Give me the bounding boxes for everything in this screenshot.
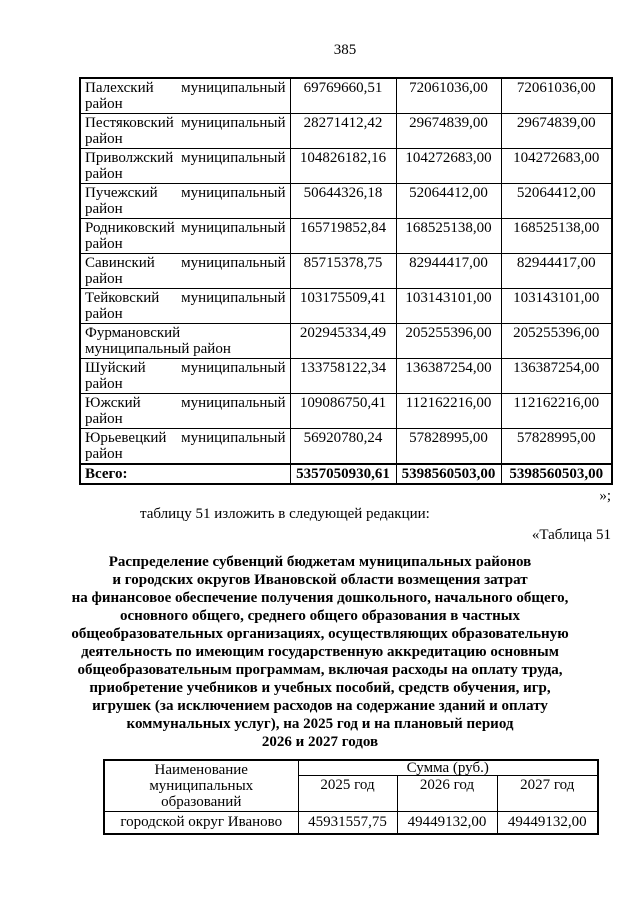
- title-line: на финансовое обеспечение получения дошкольного, начального общего,: [71, 590, 569, 606]
- table-51-label: «Таблица 51: [531, 527, 611, 543]
- amount-2027: 57828995,00: [501, 429, 612, 465]
- amendment-paragraph: таблицу 51 изложить в следующей редакции:: [140, 506, 430, 522]
- amount-2027: 82944417,00: [501, 254, 612, 289]
- amount-2026: 82944417,00: [396, 254, 501, 289]
- amount-2027: 52064412,00: [501, 184, 612, 219]
- amount-2025: 85715378,75: [290, 254, 396, 289]
- amount-2025: 56920780,24: [290, 429, 396, 465]
- amount-2026: 57828995,00: [396, 429, 501, 465]
- amount-2026: 205255396,00: [396, 324, 501, 359]
- amount-2025: 133758122,34: [290, 359, 396, 394]
- table-row: [80, 184, 612, 219]
- total-2025: 5357050930,61: [290, 464, 396, 484]
- district-name: Шуйский муниципальный район: [80, 359, 290, 394]
- table-row: [80, 324, 612, 359]
- amount-2026: 103143101,00: [396, 289, 501, 324]
- total-label: Всего:: [80, 464, 290, 484]
- amount-2027: 49449132,00: [497, 812, 598, 834]
- table-row: [80, 149, 612, 184]
- amount-2027: 168525138,00: [501, 219, 612, 254]
- table-51-title: [0, 553, 640, 751]
- district-name: Приволжский муниципальный район: [80, 149, 290, 184]
- amount-2026: 112162216,00: [396, 394, 501, 429]
- amount-2025: 50644326,18: [290, 184, 396, 219]
- table-row: [80, 394, 612, 429]
- closing-quote: »;: [599, 488, 611, 504]
- name-column-header: Наименование муниципальных образований: [104, 760, 298, 812]
- amount-2025: 28271412,42: [290, 114, 396, 149]
- district-name: Палехский муниципальный район: [80, 78, 290, 114]
- amount-2025: 109086750,41: [290, 394, 396, 429]
- title-line: игрушек (за исключением расходов на содержание зданий и оплату: [92, 698, 548, 714]
- table-row: [80, 254, 612, 289]
- amount-2026: 52064412,00: [396, 184, 501, 219]
- amount-2025: 104826182,16: [290, 149, 396, 184]
- amount-2026: 49449132,00: [397, 812, 497, 834]
- total-2027: 5398560503,00: [501, 464, 612, 484]
- amount-2026: 168525138,00: [396, 219, 501, 254]
- title-line: коммунальных услуг), на 2025 год и на плановый период: [126, 716, 514, 732]
- title-line: Распределение субвенций бюджетам муниципальных районов: [108, 554, 532, 570]
- amount-2026: 29674839,00: [396, 114, 501, 149]
- year-2025-header: 2025 год: [298, 776, 397, 812]
- header-row: [104, 760, 598, 776]
- table-row: [80, 429, 612, 465]
- title-line: общеобразовательным программам, включая расходы на оплату труда,: [77, 662, 563, 678]
- amount-2026: 104272683,00: [396, 149, 501, 184]
- total-2026: 5398560503,00: [396, 464, 501, 484]
- amount-2026: 72061036,00: [396, 78, 501, 114]
- year-2026-header: 2026 год: [397, 776, 497, 812]
- table-row: [80, 219, 612, 254]
- table-row: [80, 289, 612, 324]
- title-line: 2026 и 2027 годов: [261, 734, 379, 750]
- title-line: приобретение учебников и учебных пособий, средств обучения, игр,: [89, 680, 551, 696]
- amount-2025: 202945334,49: [290, 324, 396, 359]
- title-line: основного общего, среднего общего образования в частных: [119, 608, 520, 624]
- amount-2027: 72061036,00: [501, 78, 612, 114]
- district-name: Пучежский муниципальный район: [80, 184, 290, 219]
- sum-column-header: Сумма (руб.): [298, 760, 598, 776]
- table-row: [80, 359, 612, 394]
- title-line: общеобразовательных организациях, осуществляющих образовательную: [71, 626, 569, 642]
- page-number: 385: [333, 42, 357, 58]
- district-name: Савинский муниципальный район: [80, 254, 290, 289]
- amount-2025: 103175509,41: [290, 289, 396, 324]
- amount-2027: 29674839,00: [501, 114, 612, 149]
- district-name: Юрьевецкий муниципальный район: [80, 429, 290, 465]
- table-row: [80, 114, 612, 149]
- municipality-name: городской округ Иваново: [104, 812, 298, 834]
- district-name: Южский муниципальный район: [80, 394, 290, 429]
- amount-2027: 205255396,00: [501, 324, 612, 359]
- amount-2027: 104272683,00: [501, 149, 612, 184]
- table-row: [104, 812, 598, 834]
- table-51-grid: [103, 759, 599, 835]
- table-row: [80, 78, 612, 114]
- district-name: Родниковский муниципальный район: [80, 219, 290, 254]
- title-line: и городских округов Ивановской области возмещения затрат: [112, 572, 528, 588]
- district-name: Пестяковский муниципальный район: [80, 114, 290, 149]
- subvention-table-continuation: [79, 77, 613, 485]
- district-name: Тейковский муниципальный район: [80, 289, 290, 324]
- amount-2027: 112162216,00: [501, 394, 612, 429]
- amount-2025: 165719852,84: [290, 219, 396, 254]
- district-name: Фурмановский муниципальный район: [80, 324, 290, 359]
- year-2027-header: 2027 год: [497, 776, 598, 812]
- amount-2027: 136387254,00: [501, 359, 612, 394]
- amount-2027: 103143101,00: [501, 289, 612, 324]
- title-line: деятельность по имеющим государственную аккредитацию основным: [81, 644, 559, 660]
- total-row: [80, 464, 612, 484]
- amount-2025: 45931557,75: [298, 812, 397, 834]
- amount-2025: 69769660,51: [290, 78, 396, 114]
- amount-2026: 136387254,00: [396, 359, 501, 394]
